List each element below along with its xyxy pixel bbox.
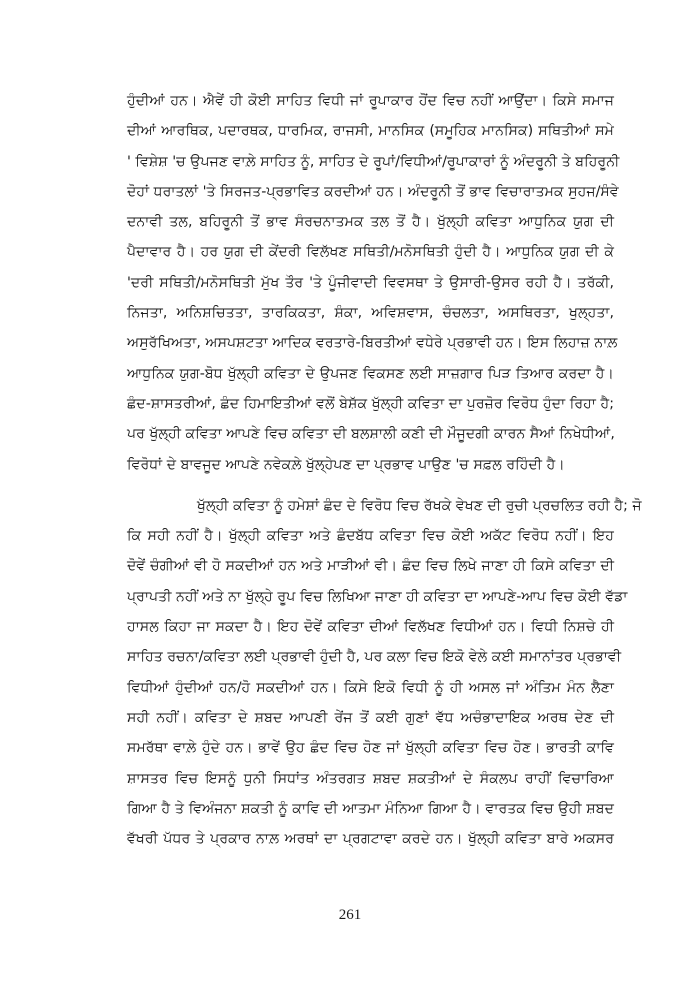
text-line: ਆਧੁਨਿਕ ਯੁਗ-ਬੋਧ ਖੁੱਲ੍ਹੀ ਕਵਿਤਾ ਦੇ ਉਪਜਣ ਵਿਕਸਣ ਲਈ ਸਾਜ਼ਗਾਰ ਪਿੜ ਤਿਆਰ ਕਰਦਾ ਹੈ।	[127, 365, 614, 382]
text-line: ਵਿਰੋਧਾਂ ਦੇ ਬਾਵਜੂਦ ਆਪਣੇ ਨਵੇਕਲ਼ੇ ਖੁੱਲ੍ਹੇਪਣ ਦਾ ਪ੍ਰਭਾਵ ਪਾਉਣ 'ਚ ਸਫ਼ਲ ਰਹਿੰਦੀ ਹੈ।	[127, 456, 565, 473]
text-line: 'ਦਰੀ ਸਥਿਤੀ/ਮਨੋਸਥਿਤੀ ਮੁੱਖ ਤੌਰ 'ਤੇ ਪੂੰਜੀਵਾਦੀ ਵਿਵਸਥਾ ਤੇ ਉਸਾਰੀ-ਉਸਰ ਰਹੀ ਹੈ। ਤਰੱਕੀ,	[127, 274, 614, 291]
paragraph-1	[127, 86, 620, 480]
text-line: ਸਹੀ ਨਹੀਂ। ਕਵਿਤਾ ਦੇ ਸ਼ਬਦ ਆਪਣੀ ਰੇਂਜ ਤੋਂ ਕਈ ਗੁਣਾਂ ਵੱਧ ਅਚੰਭਾਦਾਇਕ ਅਰਥ ਦੇਣ ਦੀ	[127, 709, 614, 726]
text-line: ਹਾਸਲ ਕਿਹਾ ਜਾ ਸਕਦਾ ਹੈ। ਇਹ ਦੋਵੇਂ ਕਵਿਤਾ ਦੀਆਂ ਵਿਲੱਖਣ ਵਿਧੀਆਂ ਹਨ। ਵਿਧੀ ਨਿਸ਼ਚੇ ਹੀ	[127, 619, 615, 636]
text-line: ਦਨਾਵੀ ਤਲ, ਬਹਿਰੂਨੀ ਤੋਂ ਭਾਵ ਸੰਰਚਨਾਤਮਕ ਤਲ ਤੋਂ ਹੈ। ਖੁੱਲ੍ਹੀ ਕਵਿਤਾ ਆਧੁਨਿਕ ਯੁਗ ਦੀ	[127, 214, 614, 231]
text-line: ਪਰ ਖੁੱਲ੍ਹੀ ਕਵਿਤਾ ਆਪਣੇ ਵਿਚ ਕਵਿਤਾ ਦੀ ਬਲਸ਼ਾਲੀ ਕਣੀ ਦੀ ਮੌਜੂਦਗੀ ਕਾਰਨ ਸੈਆਂ ਨਿਖੇਧੀਆਂ,	[127, 426, 615, 443]
text-line: ਦੋਹਾਂ ਧਰਾਤਲਾਂ 'ਤੇ ਸਿਰਜਤ-ਪ੍ਰਭਾਵਿਤ ਕਰਦੀਆਂ ਹਨ। ਅੰਦਰੂਨੀ ਤੋਂ ਭਾਵ ਵਿਚਾਰਾਤਮਕ ਸੁਹਜ/ਸੰਵੇ	[127, 183, 619, 200]
text-line-indented: ਖੁੱਲ੍ਹੀ ਕਵਿਤਾ ਨੂੰ ਹਮੇਸ਼ਾਂ ਛੰਦ ਦੇ ਵਿਰੋਧ ਵਿਚ ਰੱਖਕੇ ਵੇਖਣ ਦੀ ਰੁਚੀ ਪ੍ਰਚਲਿਤ ਰਹੀ ਹੈ; ਜੋ	[197, 497, 642, 514]
text-line: ਸਾਹਿਤ ਰਚਨਾ/ਕਵਿਤਾ ਲਈ ਪ੍ਰਭਾਵੀ ਹੁੰਦੀ ਹੈ, ਪਰ ਕਲਾ ਵਿਚ ਇਕੋ ਵੇਲੇ ਕਈ ਸਮਾਨਾਂਤਰ ਪ੍ਰਭਾਵੀ	[127, 649, 622, 666]
paragraph-2	[127, 491, 642, 855]
text-line: ਪੈਦਾਵਾਰ ਹੈ। ਹਰ ਯੁਗ ਦੀ ਕੇਂਦਰੀ ਵਿਲੱਖਣ ਸਥਿਤੀ/ਮਨੋਸਥਿਤੀ ਹੁੰਦੀ ਹੈ। ਆਧੁਨਿਕ ਯੁਗ ਦੀ ਕੇ	[127, 244, 614, 261]
text-line: ' ਵਿਸ਼ੇਸ਼ 'ਚ ਉਪਜਣ ਵਾਲ਼ੇ ਸਾਹਿਤ ਨੂੰ, ਸਾਹਿਤ ਦੇ ਰੂਪਾਂ/ਵਿਧੀਆਂ/ਰੂਪਾਕਾਰਾਂ ਨੂੰ ਅੰਦਰੂਨੀ ਤੇ ਬਹਿਰੂਨੀ	[127, 153, 620, 170]
text-line: ਛੰਦ-ਸ਼ਾਸਤਰੀਆਂ, ਛੰਦ ਹਿਮਾਇਤੀਆਂ ਵਲੋਂ ਬੇਸ਼ੱਕ ਖੁੱਲ੍ਹੀ ਕਵਿਤਾ ਦਾ ਪੁਰਜ਼ੋਰ ਵਿਰੋਧ ਹੁੰਦਾ ਰਿਹਾ ਹੈ;	[127, 395, 614, 412]
text-line: ਦੋਵੇਂ ਚੰਗੀਆਂ ਵੀ ਹੋ ਸਕਦੀਆਂ ਹਨ ਅਤੇ ਮਾੜੀਆਂ ਵੀ। ਛੰਦ ਵਿਚ ਲਿਖੇ ਜਾਣਾ ਹੀ ਕਿਸੇ ਕਵਿਤਾ ਦੀ	[127, 558, 614, 575]
paragraph-gap	[127, 480, 614, 491]
text-line: ਨਿਜਤਾ, ਅਨਿਸ਼ਚਿਤਤਾ, ਤਾਰਕਿਕਤਾ, ਸ਼ੰਕਾ, ਅਵਿਸ਼ਵਾਸ, ਚੰਚਲਤਾ, ਅਸਥਿਰਤਾ, ਖੁਲ੍ਹਤਾ,	[127, 305, 614, 322]
text-line: ਦੀਆਂ ਆਰਥਿਕ, ਪਦਾਰਥਕ, ਧਾਰਮਿਕ, ਰਾਜਸੀ, ਮਾਨਸਿਕ (ਸਮੂਹਿਕ ਮਾਨਸਿਕ) ਸਥਿਤੀਆਂ ਸਮੇ	[127, 123, 614, 140]
text-line: ਕਿ ਸਹੀ ਨਹੀਂ ਹੈ। ਖੁੱਲ੍ਹੀ ਕਵਿਤਾ ਅਤੇ ਛੰਦਬੱਧ ਕਵਿਤਾ ਵਿਚ ਕੋਈ ਅਕੱਟ ਵਿਰੋਧ ਨਹੀਂ। ਇਹ	[127, 528, 614, 545]
text-line: ਗਿਆ ਹੈ ਤੇ ਵਿਅੰਜਨਾ ਸ਼ਕਤੀ ਨੂੰ ਕਾਵਿ ਦੀ ਆਤਮਾ ਮੰਨਿਆ ਗਿਆ ਹੈ। ਵਾਰਤਕ ਵਿਚ ਉਹੀ ਸ਼ਬਦ	[127, 800, 614, 817]
text-line: ਹੁੰਦੀਆਂ ਹਨ। ਐਵੇਂ ਹੀ ਕੋਈ ਸਾਹਿਤ ਵਿਧੀ ਜਾਂ ਰੂਪਾਕਾਰ ਹੋਂਦ ਵਿਚ ਨਹੀਂ ਆਉਂਦਾ। ਕਿਸੇ ਸਮਾਜ	[127, 93, 614, 109]
text-line: ਸਮਰੱਥਾ ਵਾਲ਼ੇ ਹੁੰਦੇ ਹਨ। ਭਾਵੇਂ ਉਹ ਛੰਦ ਵਿਚ ਹੋਣ ਜਾਂ ਖੁੱਲ੍ਹੀ ਕਵਿਤਾ ਵਿਚ ਹੋਣ। ਭਾਰਤੀ ਕਾਵਿ	[127, 740, 614, 757]
text-line: ਵਿਧੀਆਂ ਹੁੰਦੀਆਂ ਹਨ/ਹੋ ਸਕਦੀਆਂ ਹਨ। ਕਿਸੇ ਇਕੋ ਵਿਧੀ ਨੂੰ ਹੀ ਅਸਲ ਜਾਂ ਅੰਤਿਮ ਮੰਨ ਲੈਣਾ	[127, 679, 614, 696]
text-line: ਸ਼ਾਸਤਰ ਵਿਚ ਇਸਨੂੰ ਧੁਨੀ ਸਿਧਾਂਤ ਅੰਤਰਗਤ ਸ਼ਬਦ ਸ਼ਕਤੀਆਂ ਦੇ ਸੰਕਲਪ ਰਾਹੀਂ ਵਿਚਾਰਿਆ	[127, 770, 614, 787]
page-number: 261	[338, 907, 362, 923]
body-text	[127, 86, 642, 854]
text-line: ਵੱਖਰੀ ਪੱਧਰ ਤੇ ਪ੍ਰਕਾਰ ਨਾਲ਼ ਅਰਥਾਂ ਦਾ ਪ੍ਰਗਟਾਵਾ ਕਰਦੇ ਹਨ। ਖੁੱਲ੍ਹੀ ਕਵਿਤਾ ਬਾਰੇ ਅਕਸਰ	[127, 831, 614, 848]
text-line: ਅਸੁਰੱਖਿਅਤਾ, ਅਸਪਸ਼ਟਤਾ ਆਦਿਕ ਵਰਤਾਰੇ-ਬਿਰਤੀਆਂ ਵਧੇਰੇ ਪ੍ਰਭਾਵੀ ਹਨ। ਇਸ ਲਿਹਾਜ਼ ਨਾਲ਼	[127, 335, 618, 352]
text-line: ਪ੍ਰਾਪਤੀ ਨਹੀਂ ਅਤੇ ਨਾ ਖੁੱਲ੍ਹੇ ਰੂਪ ਵਿਚ ਲਿਖਿਆ ਜਾਣਾ ਹੀ ਕਵਿਤਾ ਦਾ ਆਪਣੇ-ਆਪ ਵਿਚ ਕੋਈ ਵੱਡਾ	[127, 588, 628, 605]
